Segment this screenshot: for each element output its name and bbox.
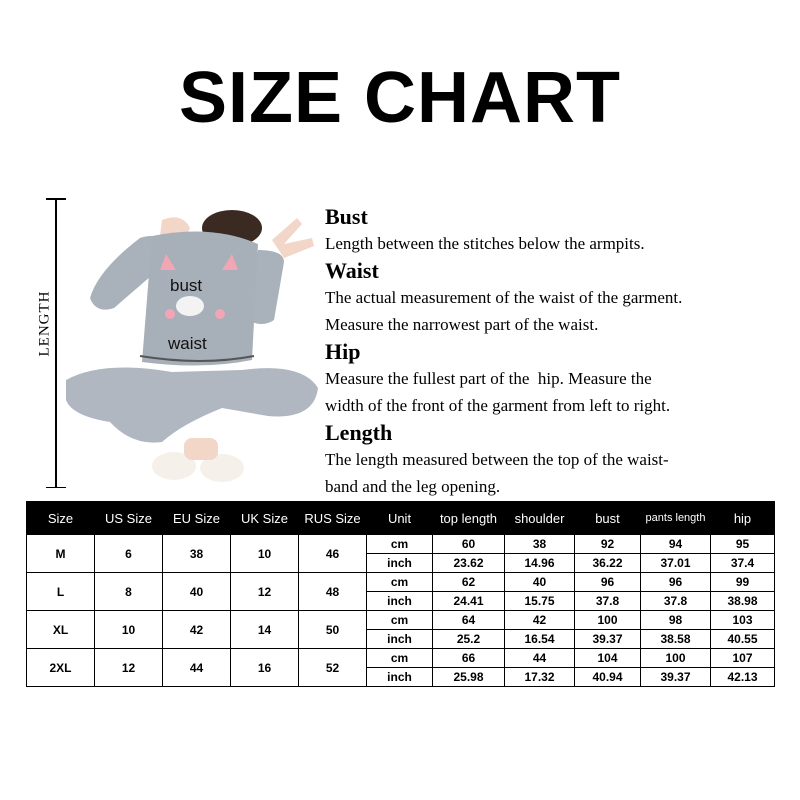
definition-text-waist-1: The actual measurement of the waist of the garment. — [325, 288, 683, 307]
cell-bust-cm: 92 — [575, 535, 641, 554]
cell-shoulder-cm: 38 — [505, 535, 575, 554]
definition-term-hip: Hip — [325, 339, 361, 364]
cell-bust-cm: 96 — [575, 573, 641, 592]
cell-bust-cm: 100 — [575, 611, 641, 630]
cell-unit-cm: cm — [367, 611, 433, 630]
cell-eu-size: 40 — [163, 573, 231, 611]
cell-unit-inch: inch — [367, 554, 433, 573]
definition-text-hip-2: width of the front of the garment from left to right. — [325, 396, 671, 415]
ruler-line — [55, 198, 57, 488]
definition-text-waist-2: Measure the narrowest part of the waist. — [325, 315, 599, 334]
length-label: LENGTH — [36, 290, 53, 357]
cell-us-size: 12 — [95, 649, 163, 687]
photo-label-waist: waist — [168, 334, 207, 353]
table-row — [27, 649, 775, 668]
cell-hip-cm: 99 — [711, 573, 775, 592]
cell-bust-inch: 37.8 — [575, 592, 641, 611]
header-hip: hip — [711, 502, 775, 535]
cell-top-length-cm: 64 — [433, 611, 505, 630]
cell-hip-inch: 42.13 — [711, 668, 775, 687]
cell-pants-length-inch: 39.37 — [641, 668, 711, 687]
header-uk-size: UK Size — [231, 502, 299, 535]
definition-term-waist: Waist — [325, 258, 379, 283]
cell-pants-length-inch: 37.8 — [641, 592, 711, 611]
photo-label-bust: bust — [170, 276, 203, 295]
cell-rus-size: 48 — [299, 573, 367, 611]
cell-eu-size: 44 — [163, 649, 231, 687]
cell-size: XL — [27, 611, 95, 649]
cell-rus-size: 50 — [299, 611, 367, 649]
cell-top-length-inch: 24.41 — [433, 592, 505, 611]
cell-size: M — [27, 535, 95, 573]
cell-shoulder-inch: 14.96 — [505, 554, 575, 573]
cell-unit-inch: inch — [367, 668, 433, 687]
cell-size: 2XL — [27, 649, 95, 687]
size-table — [26, 501, 775, 687]
cell-hip-inch: 38.98 — [711, 592, 775, 611]
cell-unit-cm: cm — [367, 649, 433, 668]
cell-hip-inch: 40.55 — [711, 630, 775, 649]
cell-bust-inch: 40.94 — [575, 668, 641, 687]
table-row — [27, 535, 775, 554]
cell-uk-size: 16 — [231, 649, 299, 687]
cell-pants-length-inch: 38.58 — [641, 630, 711, 649]
cell-rus-size: 52 — [299, 649, 367, 687]
cell-top-length-cm: 66 — [433, 649, 505, 668]
cell-shoulder-inch: 17.32 — [505, 668, 575, 687]
cell-hip-inch: 37.4 — [711, 554, 775, 573]
cell-hip-cm: 103 — [711, 611, 775, 630]
cell-us-size: 6 — [95, 535, 163, 573]
cell-pants-length-cm: 96 — [641, 573, 711, 592]
cell-unit-cm: cm — [367, 535, 433, 554]
cell-uk-size: 12 — [231, 573, 299, 611]
table-row — [27, 573, 775, 592]
header-shoulder: shoulder — [505, 502, 575, 535]
header-us-size: US Size — [95, 502, 163, 535]
cell-top-length-cm: 60 — [433, 535, 505, 554]
header-pants-length — [641, 502, 711, 535]
cell-unit-inch: inch — [367, 592, 433, 611]
cell-top-length-cm: 62 — [433, 573, 505, 592]
cell-hip-cm: 95 — [711, 535, 775, 554]
cell-top-length-inch: 23.62 — [433, 554, 505, 573]
cell-eu-size: 38 — [163, 535, 231, 573]
product-photo — [62, 210, 320, 485]
cell-top-length-inch: 25.2 — [433, 630, 505, 649]
cell-us-size: 10 — [95, 611, 163, 649]
header-top-length: top length — [433, 502, 505, 535]
cell-shoulder-inch: 15.75 — [505, 592, 575, 611]
cell-uk-size: 14 — [231, 611, 299, 649]
cell-pants-length-cm: 94 — [641, 535, 711, 554]
definition-term-length: Length — [325, 420, 393, 445]
cell-pants-length-inch: 37.01 — [641, 554, 711, 573]
header-pants-length-label: pants length — [645, 511, 706, 524]
cell-eu-size: 42 — [163, 611, 231, 649]
cell-shoulder-inch: 16.54 — [505, 630, 575, 649]
cell-unit-cm: cm — [367, 573, 433, 592]
header-size: Size — [27, 502, 95, 535]
definition-text-bust-1: Length between the stitches below the armpits. — [325, 234, 645, 253]
cell-bust-inch: 36.22 — [575, 554, 641, 573]
measurement-definitions — [325, 203, 785, 500]
cell-us-size: 8 — [95, 573, 163, 611]
cell-shoulder-cm: 42 — [505, 611, 575, 630]
cell-shoulder-cm: 40 — [505, 573, 575, 592]
cell-uk-size: 10 — [231, 535, 299, 573]
ruler-cap-bottom — [46, 487, 66, 489]
header-bust: bust — [575, 502, 641, 535]
definition-text-hip-1: Measure the fullest part of the hip. Measure the — [325, 369, 652, 388]
page-title: SIZE CHART — [179, 58, 621, 138]
header-unit: Unit — [367, 502, 433, 535]
cell-pants-length-cm: 98 — [641, 611, 711, 630]
cell-unit-inch: inch — [367, 630, 433, 649]
definition-term-bust: Bust — [325, 204, 368, 229]
cell-hip-cm: 107 — [711, 649, 775, 668]
header-rus-size: RUS Size — [299, 502, 367, 535]
definition-text-length-2: band and the leg opening. — [325, 477, 501, 496]
cell-bust-cm: 104 — [575, 649, 641, 668]
table-header-row — [27, 502, 775, 535]
table-row — [27, 611, 775, 630]
cell-top-length-inch: 25.98 — [433, 668, 505, 687]
cell-bust-inch: 39.37 — [575, 630, 641, 649]
cell-shoulder-cm: 44 — [505, 649, 575, 668]
definition-text-length-1: The length measured between the top of the waist- — [325, 450, 669, 469]
cell-size: L — [27, 573, 95, 611]
cell-pants-length-cm: 100 — [641, 649, 711, 668]
cell-rus-size: 46 — [299, 535, 367, 573]
header-eu-size: EU Size — [163, 502, 231, 535]
